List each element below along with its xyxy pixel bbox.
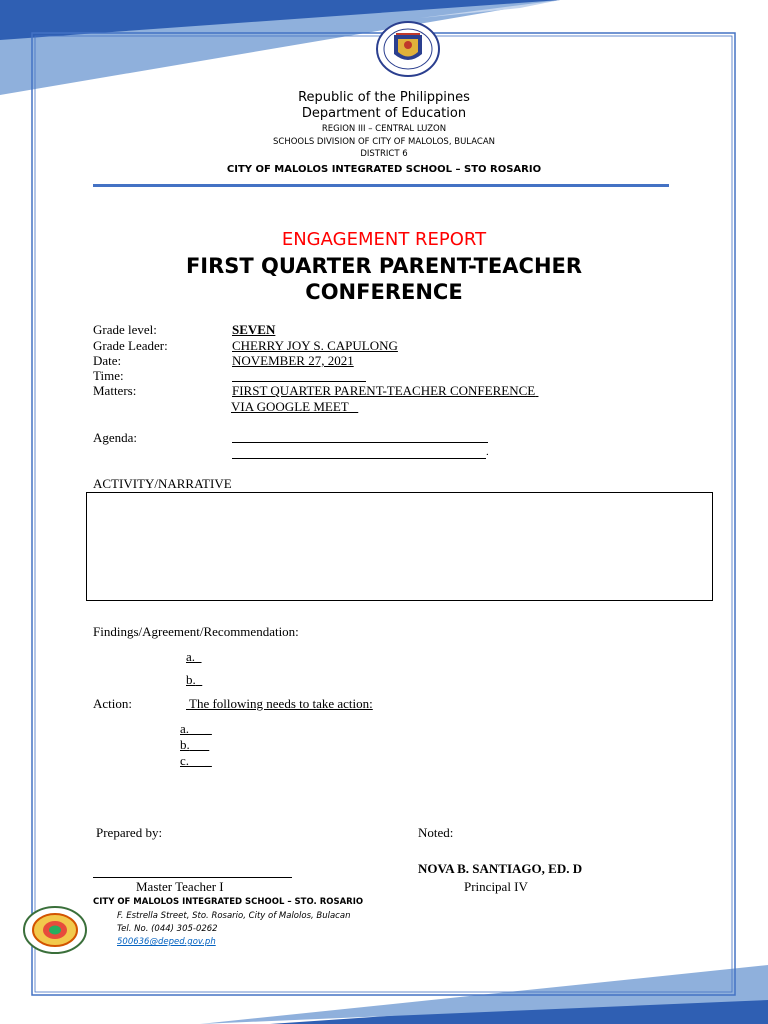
findings-item-a: a. bbox=[186, 649, 196, 664]
noted-label: Noted: bbox=[418, 825, 454, 840]
noted-name: NOVA B. SANTIAGO, ED. D bbox=[418, 861, 583, 876]
school-logo bbox=[22, 905, 88, 955]
time-label: Time: bbox=[93, 368, 124, 383]
agenda-end: . bbox=[486, 446, 489, 458]
action-item-a: a. _ bbox=[180, 721, 212, 736]
date-value: NOVEMBER 27, 2021 bbox=[232, 353, 354, 368]
findings-label: Findings/Agreement/Recommendation: bbox=[93, 624, 299, 639]
agenda-line-1 bbox=[232, 432, 488, 443]
time-blank bbox=[232, 369, 366, 382]
conference-title-line1: FIRST QUARTER PARENT-TEACHER bbox=[185, 254, 583, 278]
report-title: ENGAGEMENT REPORT bbox=[281, 229, 487, 250]
grade-leader-label: Grade Leader: bbox=[93, 338, 168, 353]
footer-school: CITY OF MALOLOS INTEGRATED SCHOOL – STO. ROSARIO bbox=[93, 897, 364, 907]
school-name: CITY OF MALOLOS INTEGRATED SCHOOL – STO ROSARIO bbox=[226, 164, 542, 175]
header-divider bbox=[93, 184, 669, 187]
findings-item-b: b. bbox=[186, 672, 196, 687]
action-text: The following needs to take action: bbox=[189, 696, 373, 711]
prepared-role: Master Teacher I bbox=[136, 879, 224, 894]
matters-value-2: VIA GOOGLE MEET bbox=[231, 399, 349, 414]
grade-level-value: SEVEN bbox=[232, 322, 276, 337]
footer-address: F. Estrella Street, Sto. Rosario, City of Malolos, Bulacan bbox=[117, 911, 351, 921]
activity-label: ACTIVITY/NARRATIVE bbox=[93, 476, 232, 491]
prepared-signature-line bbox=[93, 863, 292, 878]
prepared-by-label: Prepared by: bbox=[96, 825, 163, 840]
action-item-b: b. bbox=[180, 737, 190, 752]
noted-role: Principal IV bbox=[464, 879, 528, 894]
header-subblock bbox=[0, 123, 768, 161]
matters-label: Matters: bbox=[93, 383, 137, 398]
header-block bbox=[0, 90, 768, 122]
matters-value-1: FIRST QUARTER PARENT-TEACHER CONFERENCE bbox=[232, 383, 536, 398]
conference-title bbox=[0, 253, 768, 305]
action-label: Action: bbox=[93, 696, 132, 711]
agenda-line-2 bbox=[232, 448, 486, 459]
republic-line: Republic of the Philippines bbox=[298, 90, 470, 105]
footer-tel: Tel. No. (044) 305-0262 bbox=[117, 924, 218, 934]
agenda-label: Agenda: bbox=[93, 430, 138, 445]
date-label: Date: bbox=[93, 353, 122, 368]
department-line: Department of Education bbox=[301, 106, 467, 121]
deped-seal-logo bbox=[374, 20, 442, 78]
action-item-c: c. _ bbox=[180, 753, 212, 768]
grade-level-label: Grade level: bbox=[93, 322, 157, 337]
conference-title-line2: CONFERENCE bbox=[305, 280, 463, 304]
footer-email-link[interactable]: 500636@deped.gov.ph bbox=[117, 937, 216, 947]
grade-leader-value: CHERRY JOY S. CAPULONG bbox=[232, 338, 398, 353]
district-line: DISTRICT 6 bbox=[360, 149, 408, 159]
region-line: REGION III – CENTRAL LUZON bbox=[321, 124, 447, 134]
activity-narrative-box bbox=[86, 492, 713, 601]
division-line: SCHOOLS DIVISION OF CITY OF MALOLOS, BULACAN bbox=[272, 136, 495, 147]
